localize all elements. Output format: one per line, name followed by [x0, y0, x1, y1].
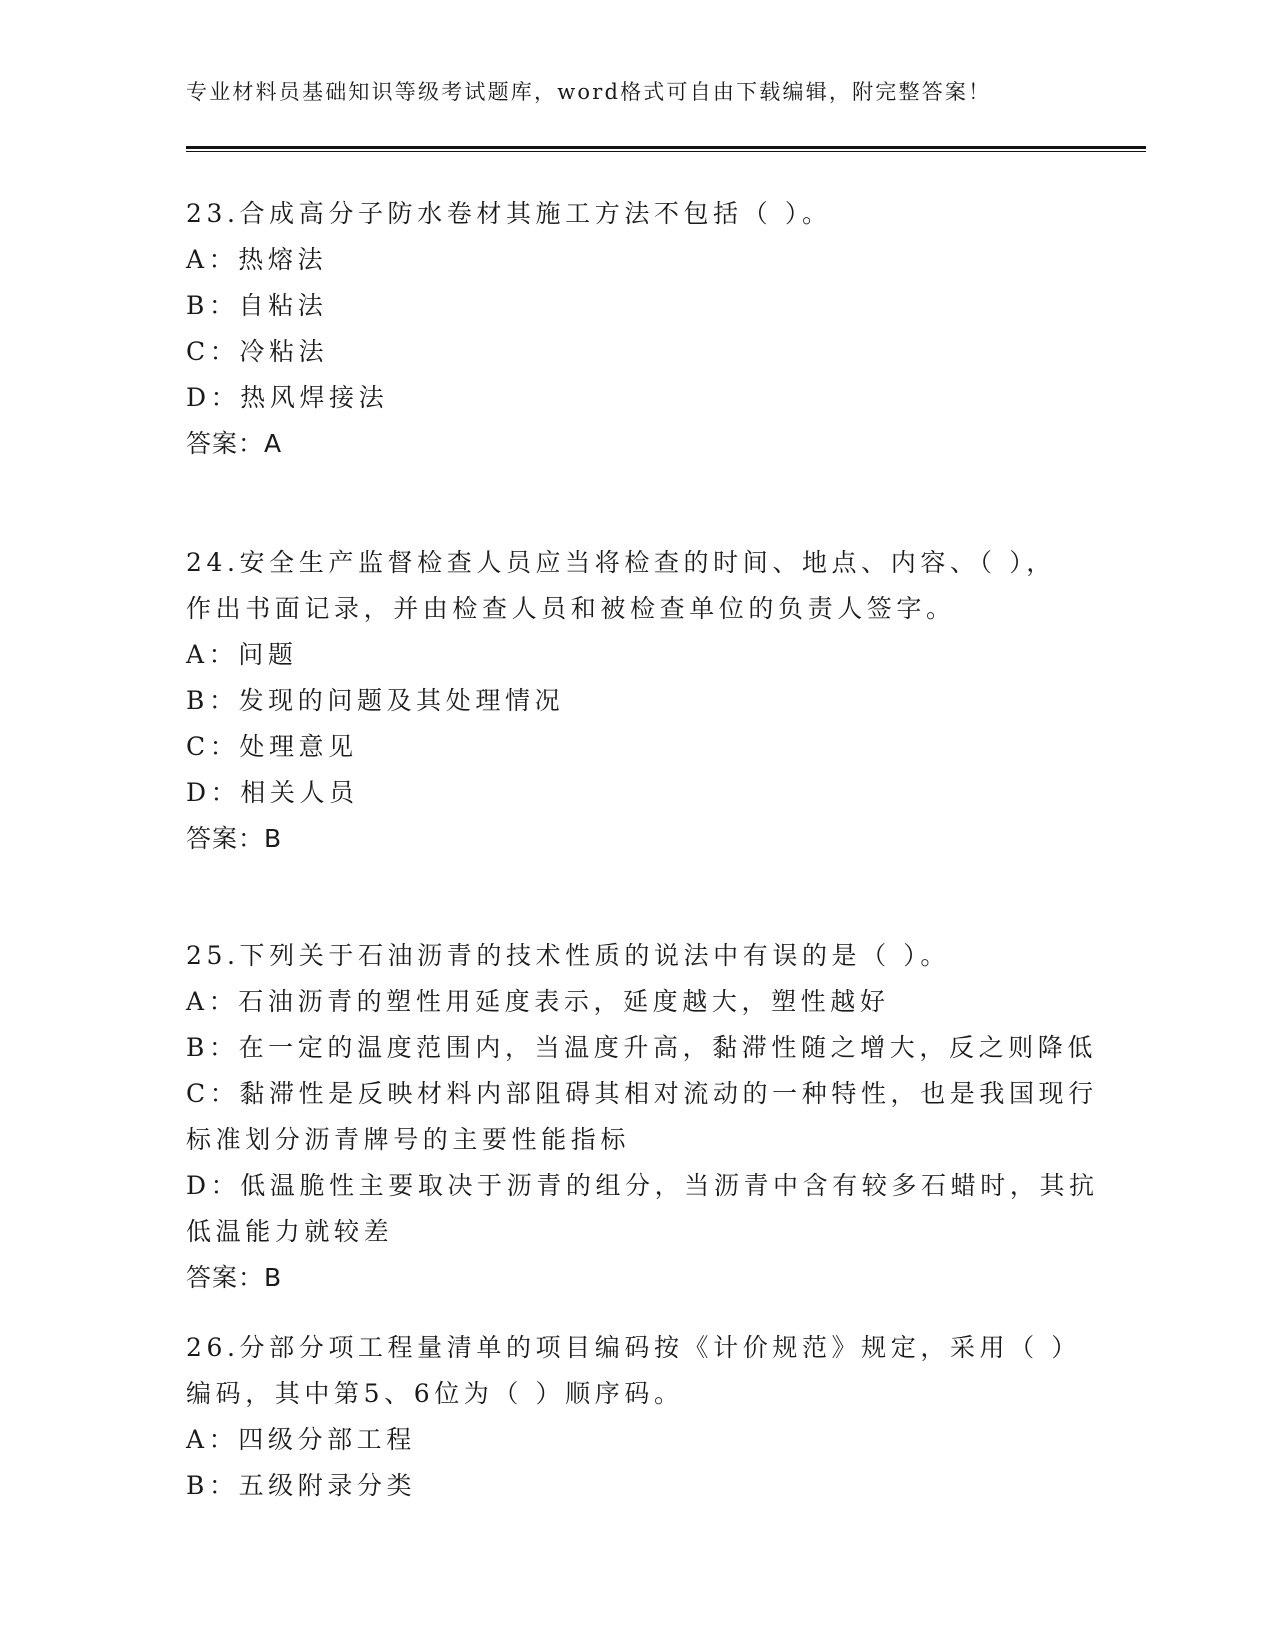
option-d	[186, 375, 1086, 421]
option-b	[186, 283, 1086, 329]
answer: 答案：B	[186, 824, 283, 853]
question-26	[186, 1325, 1086, 1509]
question-23	[186, 191, 1086, 467]
option-c	[186, 724, 1086, 770]
page-header: 专业材料员基础知识等级考试题库，word格式可自由下载编辑，附完整答案！	[186, 80, 992, 104]
header-rule-thin	[186, 151, 1146, 152]
option-b	[186, 678, 1086, 724]
option-label: D：	[186, 383, 241, 412]
option-text: 黏滞性是反映材料内部阻碍其相对流动的一种特性，也是我国现行	[239, 1079, 1098, 1108]
question-stem: 25.下列关于石油沥青的技术性质的说法中有误的是（ ）。	[186, 941, 951, 970]
question-stem: 23.合成高分子防水卷材其施工方法不包括（ ）。	[186, 199, 832, 228]
option-label: A：	[186, 640, 239, 669]
option-label: C：	[186, 1079, 240, 1108]
option-text: 问题	[238, 640, 298, 669]
option-a	[186, 632, 1086, 678]
option-c-cont: 标准划分沥青牌号的主要性能指标	[186, 1125, 631, 1154]
option-a	[186, 979, 1086, 1025]
option-c	[186, 1071, 1098, 1117]
option-c	[186, 329, 1086, 375]
option-text: 相关人员	[240, 778, 359, 807]
option-text: 发现的问题及其处理情况	[238, 686, 565, 715]
question-stem-cont: 编码，其中第5、6位为（ ）顺序码。	[186, 1379, 684, 1408]
question-stem: 24.安全生产监督检查人员应当将检查的时间、地点、内容、（ ），	[186, 548, 1056, 577]
option-d	[186, 770, 1086, 816]
question-stem-cont: 作出书面记录，并由检查人员和被检查单位的负责人签字。	[186, 594, 956, 623]
option-a	[186, 237, 1086, 283]
option-text: 在一定的温度范围内，当温度升高，黏滞性随之增大，反之则降低	[238, 1033, 1097, 1062]
option-text: 热熔法	[238, 245, 328, 274]
option-label: C：	[186, 337, 240, 366]
option-text: 石油沥青的塑性用延度表示，延度越大，塑性越好	[238, 987, 890, 1016]
option-label: B：	[186, 1033, 239, 1062]
option-label: C：	[186, 732, 240, 761]
option-label: B：	[186, 686, 239, 715]
option-text: 自粘法	[238, 291, 328, 320]
option-text: 五级附录分类	[238, 1471, 417, 1500]
option-label: D：	[186, 1171, 241, 1200]
option-label: A：	[186, 245, 239, 274]
option-text: 低温脆性主要取决于沥青的组分，当沥青中含有较多石蜡时，其抗	[240, 1171, 1099, 1200]
option-b	[186, 1025, 1097, 1071]
option-text: 处理意见	[239, 732, 358, 761]
option-d-cont: 低温能力就较差	[186, 1217, 394, 1246]
option-b	[186, 1463, 1086, 1509]
option-label: B：	[186, 1471, 239, 1500]
option-a	[186, 1417, 1086, 1463]
answer: 答案：B	[186, 1263, 283, 1292]
option-label: A：	[186, 987, 239, 1016]
option-label: D：	[186, 778, 241, 807]
option-text: 冷粘法	[239, 337, 329, 366]
option-label: B：	[186, 291, 239, 320]
option-text: 热风焊接法	[240, 383, 389, 412]
answer: 答案：A	[186, 429, 283, 458]
question-stem: 26.分部分项工程量清单的项目编码按《计价规范》规定，采用（ ）	[186, 1333, 1081, 1362]
header-rule-thick	[186, 146, 1146, 149]
option-label: A：	[186, 1425, 239, 1454]
question-25	[186, 933, 1099, 1301]
question-24	[186, 540, 1086, 862]
option-text: 四级分部工程	[238, 1425, 416, 1454]
option-d	[186, 1163, 1099, 1209]
